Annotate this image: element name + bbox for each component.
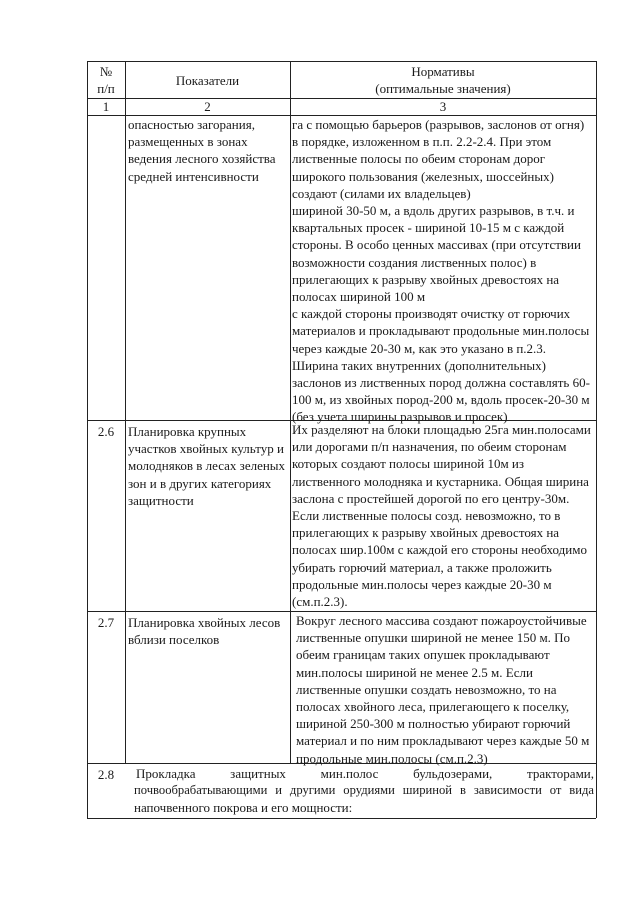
row-28-num: 2.8 <box>97 767 115 782</box>
table-bottom-border <box>87 818 596 819</box>
row-28-line-1: Прокладка защитных мин.полос бульдозерами, тракторами, <box>136 766 594 781</box>
col2-right-border <box>290 61 291 763</box>
row-27-indicator: Планировка хвойных лесов вблизи поселков <box>128 615 281 648</box>
table-right-border <box>596 61 597 818</box>
colnum-1: 1 <box>102 99 110 114</box>
header-norms: Нормативы (оптимальные значения) <box>375 64 511 97</box>
row-26-norms: Их разделяют на блоки площадью 25га мин.полосами или дорогами п/п назначения, по обеим сторонам которых создают полосы шириной 10м из лиственного молодняка и кустарника. Общая ширина заслона с простейшей дорогой по его центру-30м. Если лиственные полосы созд. невозможно, то в прилегающих к разрыву хвойных древостоях на полосах шир.100м с каждой его стороны необходимо убирать горючий материал, а также проложить продольные мин.полосы через каждые 20-30 м (см.п.2.3). <box>292 422 591 610</box>
header-num: № п/п <box>97 64 115 97</box>
row-27-num: 2.7 <box>97 615 115 630</box>
colnum-2: 2 <box>204 99 211 114</box>
row-26-indicator: Планировка крупных участков хвойных культур и молодняков в лесах зеленых зон и в других категориях защитности <box>128 424 286 508</box>
header-indicators: Показатели <box>175 73 240 88</box>
row-28-text <box>136 765 594 817</box>
row-27-norms: Вокруг лесного массива создают пожароустойчивые лиственные опушки шириной не менее 150 м. По обеим границам таких опушек прокладывают мин.полосы шириной не менее 2.5 м. Если лиственные опушки создать невозможно, то на полосах хвойного леса, прилегающего к поселку, шириной 250-300 м полностью убирают горючий материал и по ним прокладывают через каждые 50 м продольные мин.полосы (см.п.2.3) <box>296 613 590 766</box>
colnum-3: 3 <box>439 99 447 114</box>
col1-right-border <box>125 61 126 763</box>
row-28-line-2: почвообрабатывающими и другими орудиями шириной в зависимости от вида <box>134 783 594 798</box>
row-cont-norms: га с помощью барьеров (разрывов, заслонов от огня) в порядке, изложенном в п.п. 2.2-2.4. При этом лиственные полосы по обеим сторонам дорог широкого пользования (железных, шоссейных) создают (силами их владельцев) шириной 30-50 м, а вдоль других разрывов, в т.ч. и квартальных просек - шириной 10-15 м с каждой стороны. В особо ценных массивах (при отсутствии возможности создания лиственных полос) в прилегающих к разрыву хвойных древостоях на полосах шириной 100 м с каждой стороны производят очистку от горючих материалов и прокладывают продольные мин.полосы через каждые 20-30 м, как это указано в п.2.3. Ширина таких внутренних (дополнительных) заслонов из лиственных пород должна составлять 60- 100 м, из хвойных пород-200 м, вдоль просек-20-30 м (без учета ширины разрывов и просек) <box>292 117 590 425</box>
row-26-num: 2.6 <box>97 424 115 439</box>
row-28-line-3: напочвенного покрова и его мощности: <box>134 800 353 816</box>
table-top-border <box>87 61 596 62</box>
row-cont-indicator: опасностью загорания, размещенных в зонах ведения лесного хозяйства средней интенсивности <box>128 117 276 184</box>
